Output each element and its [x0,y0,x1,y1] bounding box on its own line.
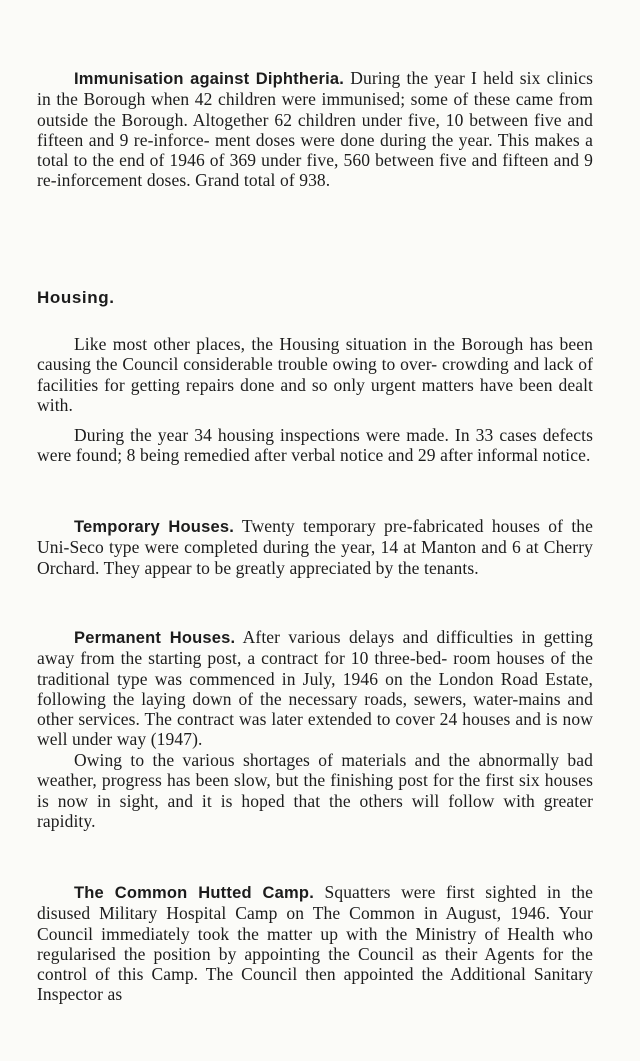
permanent-houses-paragraph [37,627,593,750]
temporary-houses-heading: Temporary Houses. [74,518,234,536]
immunisation-text: During the year I held six clinics in the Borough when 42 children were immunised; some of these came from outside the Borough. Altogether 62 children under five, 10 between five and fifteen and 9 re-inforce- ment doses were done during the year. This makes a total to the end of 1946 of 369 under five, 560 between five and fifteen and 9 re-inforcement doses. Grand total of 938. [37,68,593,191]
immunisation-paragraph [37,68,593,191]
housing-heading: Housing. [37,288,115,307]
temporary-houses-text: Twenty temporary pre-fabricated houses of the Uni-Seco type were completed during the year, 14 at Manton and 6 at Cherry Orchard. They appear to be greatly appreciated by the tenants. [37,516,593,578]
permanent-houses-text: After various delays and difficulties in getting away from the starting post, a contract for 10 three-bed- room houses of the traditional type was commenced in July, 1946 on the London Road Estate, following the laying down of the necessary roads, sewers, water-mains and other services. The contract was later extended to cover 24 houses and is now well under way (1947). [37,627,593,750]
immunisation-heading: Immunisation against Diphtheria. [74,70,345,88]
permanent-houses-heading: Permanent Houses. [74,629,236,647]
housing-paragraph-1: Like most other places, the Housing situation in the Borough has been causing the Council considerable trouble owing to over- crowding and lack of facilities for getting repairs done and so only urgent matters have been dealt with. [37,334,593,415]
permanent-houses-paragraph-2: Owing to the various shortages of materials and the abnormally bad weather, progress has been slow, but the finishing post for the first six houses is now in sight, and it is hoped that the others will follow with greater rapidity. [37,750,593,831]
temporary-houses-paragraph [37,516,593,578]
common-hutted-camp-heading: The Common Hutted Camp. [74,884,314,902]
common-hutted-camp-paragraph [37,882,593,1005]
housing-paragraph-2: During the year 34 housing inspections were made. In 33 cases defects were found; 8 being remedied after verbal notice and 29 after informal notice. [37,425,593,466]
common-hutted-camp-text: Squatters were first sighted in the disused Military Hospital Camp on The Common in August, 1946. Your Council immediately took the matter up with the Ministry of Health who regularised the position by appointing the Council as their Agents for the control of this Camp. The Council then appointed the Additional Sanitary Inspector as [37,882,593,1005]
